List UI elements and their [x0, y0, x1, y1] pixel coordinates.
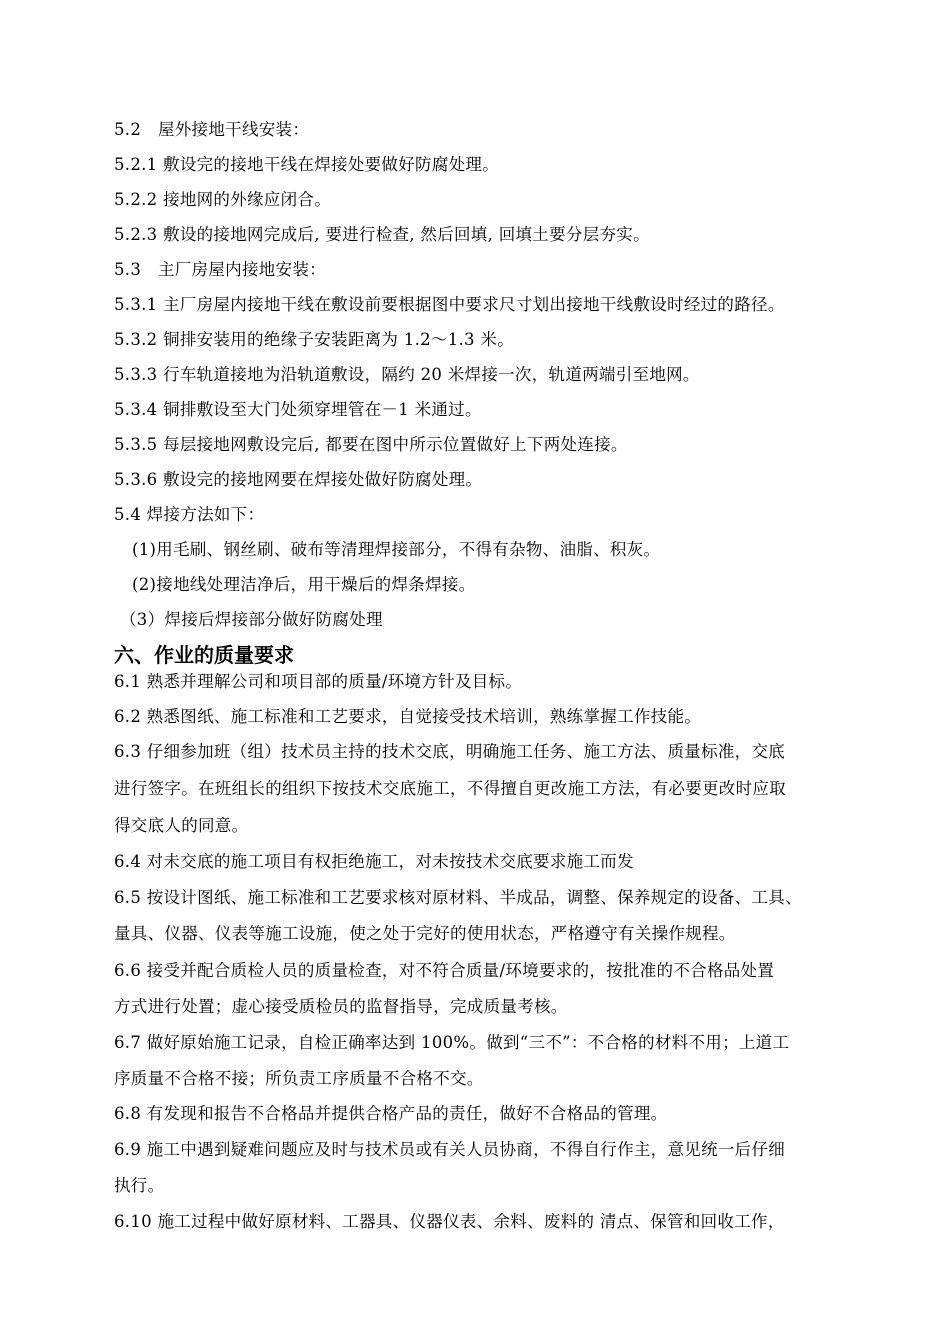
item-6-6-line-2: 方式进行处置；虚心接受质检员的监督指导，完成质量考核。	[114, 997, 568, 1016]
section-6-heading: 六、作业的质量要求	[114, 643, 294, 667]
item-5-3-4: 5.3.4 铜排敷设至大门处须穿埋管在－1 米通过。	[114, 400, 482, 419]
item-6-2: 6.2 熟悉图纸、施工标准和工艺要求，自觉接受技术培训，熟练掌握工作技能。	[114, 707, 702, 726]
step-3: （3）焊接后焊接部分做好防腐处理	[120, 610, 383, 629]
item-6-8: 6.8 有发现和报告不合格品并提供合格产品的责任，做好不合格品的管理。	[114, 1104, 668, 1123]
item-5-2-3: 5.2.3 敷设的接地网完成后, 要进行检查, 然后回填, 回填土要分层夯实。	[114, 225, 650, 244]
item-5-2-1: 5.2.1 敷设完的接地干线在焊接处要做好防腐处理。	[114, 155, 500, 174]
step-1: (1)用毛刷、钢丝刷、破布等清理焊接部分，不得有杂物、油脂、积灰。	[132, 540, 661, 559]
section-5-3-title: 5.3 主厂房屋内接地安装：	[114, 260, 326, 279]
item-6-9-line-1: 6.9 施工中遇到疑难问题应及时与技术员或有关人员协商，不得自行作主，意见统一后仔细	[114, 1140, 786, 1159]
item-6-5-line-1: 6.5 按设计图纸、施工标准和工艺要求核对原材料、半成品，调整、保养规定的设备、工具、	[114, 888, 802, 907]
item-5-3-6: 5.3.6 敷设完的接地网要在焊接处做好防腐处理。	[114, 470, 483, 489]
item-5-3-3: 5.3.3 行车轨道接地为沿轨道敷设，隔约 20 米焊接一次，轨道两端引至地网。	[114, 365, 700, 384]
section-5-2-title: 5.2 屋外接地干线安装：	[114, 120, 310, 139]
item-6-3-line-2: 进行签字。在班组长的组织下按技术交底施工，不得擅自更改施工方法，有必要更改时应取	[114, 779, 786, 798]
item-6-10: 6.10 施工过程中做好原材料、工器具、仪器仪表、余料、废料的 清点、保管和回收工作，	[114, 1212, 785, 1231]
item-5-3-2: 5.3.2 铜排安装用的绝缘子安装距离为 1.2～1.3 米。	[114, 330, 514, 349]
item-5-2-2: 5.2.2 接地网的外缘应闭合。	[114, 190, 332, 209]
item-6-3-line-1: 6.3 仔细参加班（组）技术员主持的技术交底，明确施工任务、施工方法、质量标准，交底	[114, 742, 786, 761]
item-6-1: 6.1 熟悉并理解公司和项目部的质量/环境方针及目标。	[114, 672, 523, 691]
item-5-3-5: 5.3.5 每层接地网敷设完后, 都要在图中所示位置做好上下两处连接。	[114, 435, 628, 454]
item-5-3-1: 5.3.1 主厂房屋内接地干线在敷设前要根据图中要求尺寸划出接地干线敷设时经过的路径。	[114, 295, 785, 314]
item-6-5-line-2: 量具、仪器、仪表等施工设施，使之处于完好的使用状态，严格遵守有关操作规程。	[114, 924, 736, 943]
section-5-4-title: 5.4 焊接方法如下：	[114, 505, 265, 524]
item-6-3-line-3: 得交底人的同意。	[114, 816, 249, 835]
item-6-7-line-1: 6.7 做好原始施工记录，自检正确率达到 100%。做到“三不”：不合格的材料不用；上道工	[114, 1033, 790, 1052]
item-6-6-line-1: 6.6 接受并配合质检人员的质量检查，对不符合质量/环境要求的，按批准的不合格品处置	[114, 961, 775, 980]
step-2: (2)接地线处理洁净后，用干燥后的焊条焊接。	[132, 575, 476, 594]
item-6-7-line-2: 序质量不合格不接；所负责工序质量不合格不交。	[114, 1069, 484, 1088]
item-6-9-line-2: 执行。	[114, 1176, 165, 1195]
item-6-4: 6.4 对未交底的施工项目有权拒绝施工，对未按技术交底要求施工而发	[114, 852, 634, 871]
